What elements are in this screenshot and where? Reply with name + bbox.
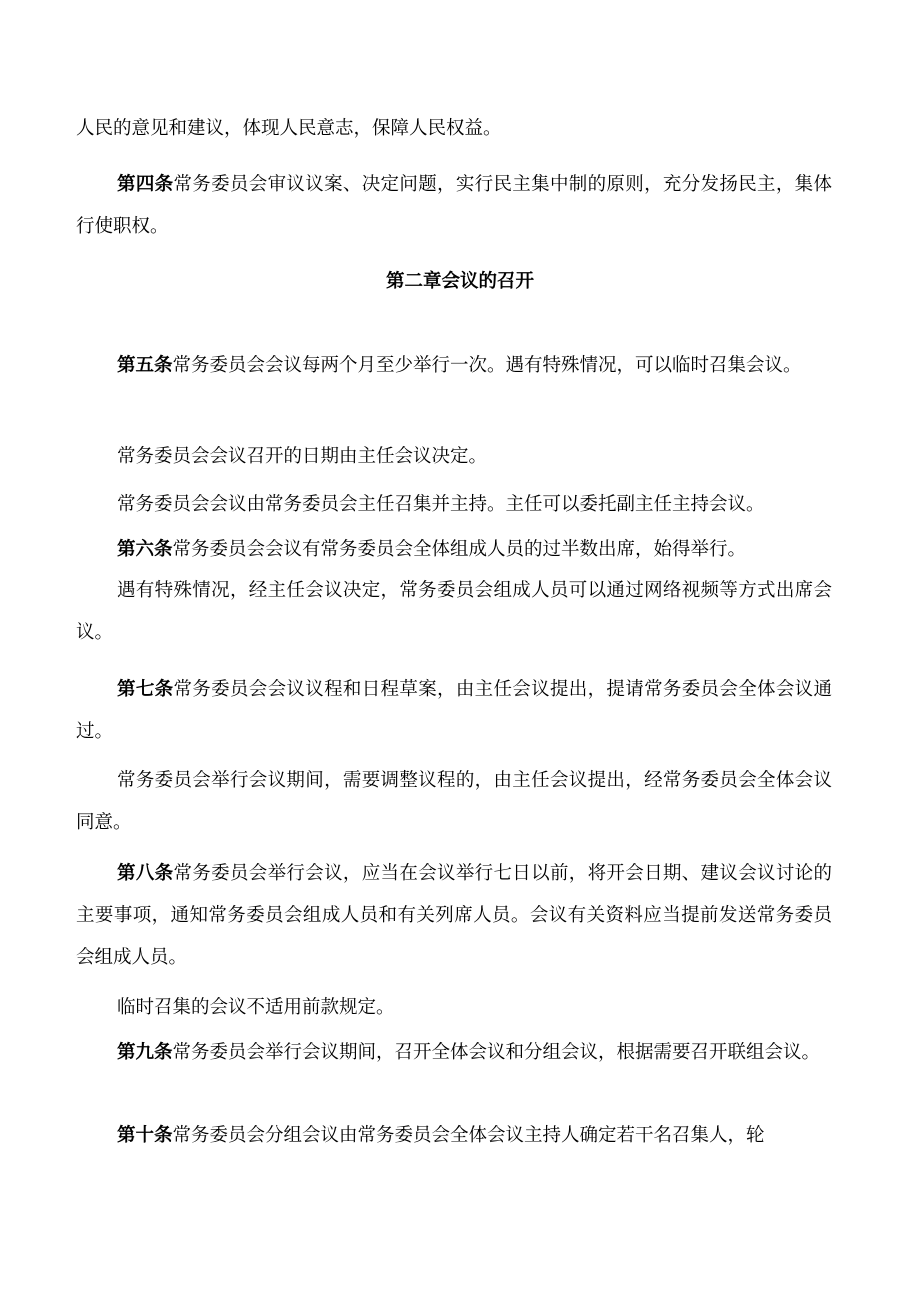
- paragraph-intro: [76, 108, 832, 150]
- paragraph-article-5: [76, 345, 832, 387]
- paragraph-text: 常务委员会举行会议期间，需要调整议程的，由主任会议提出，经常务委员会全体会议同意。: [76, 770, 832, 833]
- article-number: 第七条: [117, 679, 174, 700]
- article-number: 第四条: [117, 174, 174, 195]
- paragraph-text: 临时召集的会议不适用前款规定。: [117, 997, 395, 1018]
- article-number: 第六条: [117, 539, 173, 560]
- paragraph-text: 常务委员会审议议案、决定问题，实行民主集中制的原则，充分发扬民主，集体行使职权。: [76, 174, 832, 237]
- paragraph-text: 常务委员会会议召开的日期由主任会议决定。: [117, 446, 488, 467]
- paragraph-text: 常务委员会举行会议期间，召开全体会议和分组会议，根据需要召开联组会议。: [172, 1042, 821, 1063]
- paragraph-text: 常务委员会会议议程和日程草案，由主任会议提出，提请常务委员会全体会议通过。: [76, 679, 832, 742]
- paragraph-article-4: [76, 164, 832, 248]
- paragraph-text: 遇有特殊情况，经主任会议决定，常务委员会组成人员可以通过网络视频等方式出席会议。: [76, 580, 832, 643]
- paragraph-article-10: [76, 1115, 832, 1157]
- paragraph-text: 人民的意见和建议，体现人民意志，保障人民权益。: [76, 118, 502, 139]
- paragraph-article-6-clause-2: [76, 570, 832, 654]
- paragraph-article-5-clause-3: [76, 484, 832, 526]
- paragraph-article-6: [76, 529, 832, 571]
- article-number: 第八条: [117, 863, 174, 884]
- paragraph-article-8: [76, 853, 832, 979]
- paragraph-article-5-clause-2: [76, 436, 832, 478]
- chapter-heading: 第二章会议的召开: [385, 271, 534, 292]
- article-number: 第五条: [117, 355, 173, 376]
- paragraph-article-8-clause-2: [76, 987, 832, 1029]
- paragraph-text: 常务委员会会议由常务委员会主任召集并主持。主任可以委托副主任主持会议。: [117, 494, 765, 515]
- article-number: 第十条: [117, 1125, 173, 1146]
- paragraph-text: 常务委员会分组会议由常务委员会全体会议主持人确定若干名召集人，轮: [172, 1125, 765, 1146]
- article-number: 第九条: [117, 1042, 173, 1063]
- paragraph-article-7: [76, 669, 832, 753]
- paragraph-article-9: [76, 1039, 832, 1067]
- paragraph-text: 常务委员会会议每两个月至少举行一次。遇有特殊情况，可以临时召集会议。: [172, 355, 802, 376]
- paragraph-text: 常务委员会会议有常务委员会全体组成人员的过半数出席，始得举行。: [172, 539, 747, 560]
- paragraph-text: 常务委员会举行会议，应当在会议举行七日以前，将开会日期、建议会议讨论的主要事项，通知常务委员会组成人员和有关列席人员。会议有关资料应当提前发送常务委员会组成人员。: [76, 863, 832, 968]
- paragraph-article-7-clause-2: [76, 760, 832, 844]
